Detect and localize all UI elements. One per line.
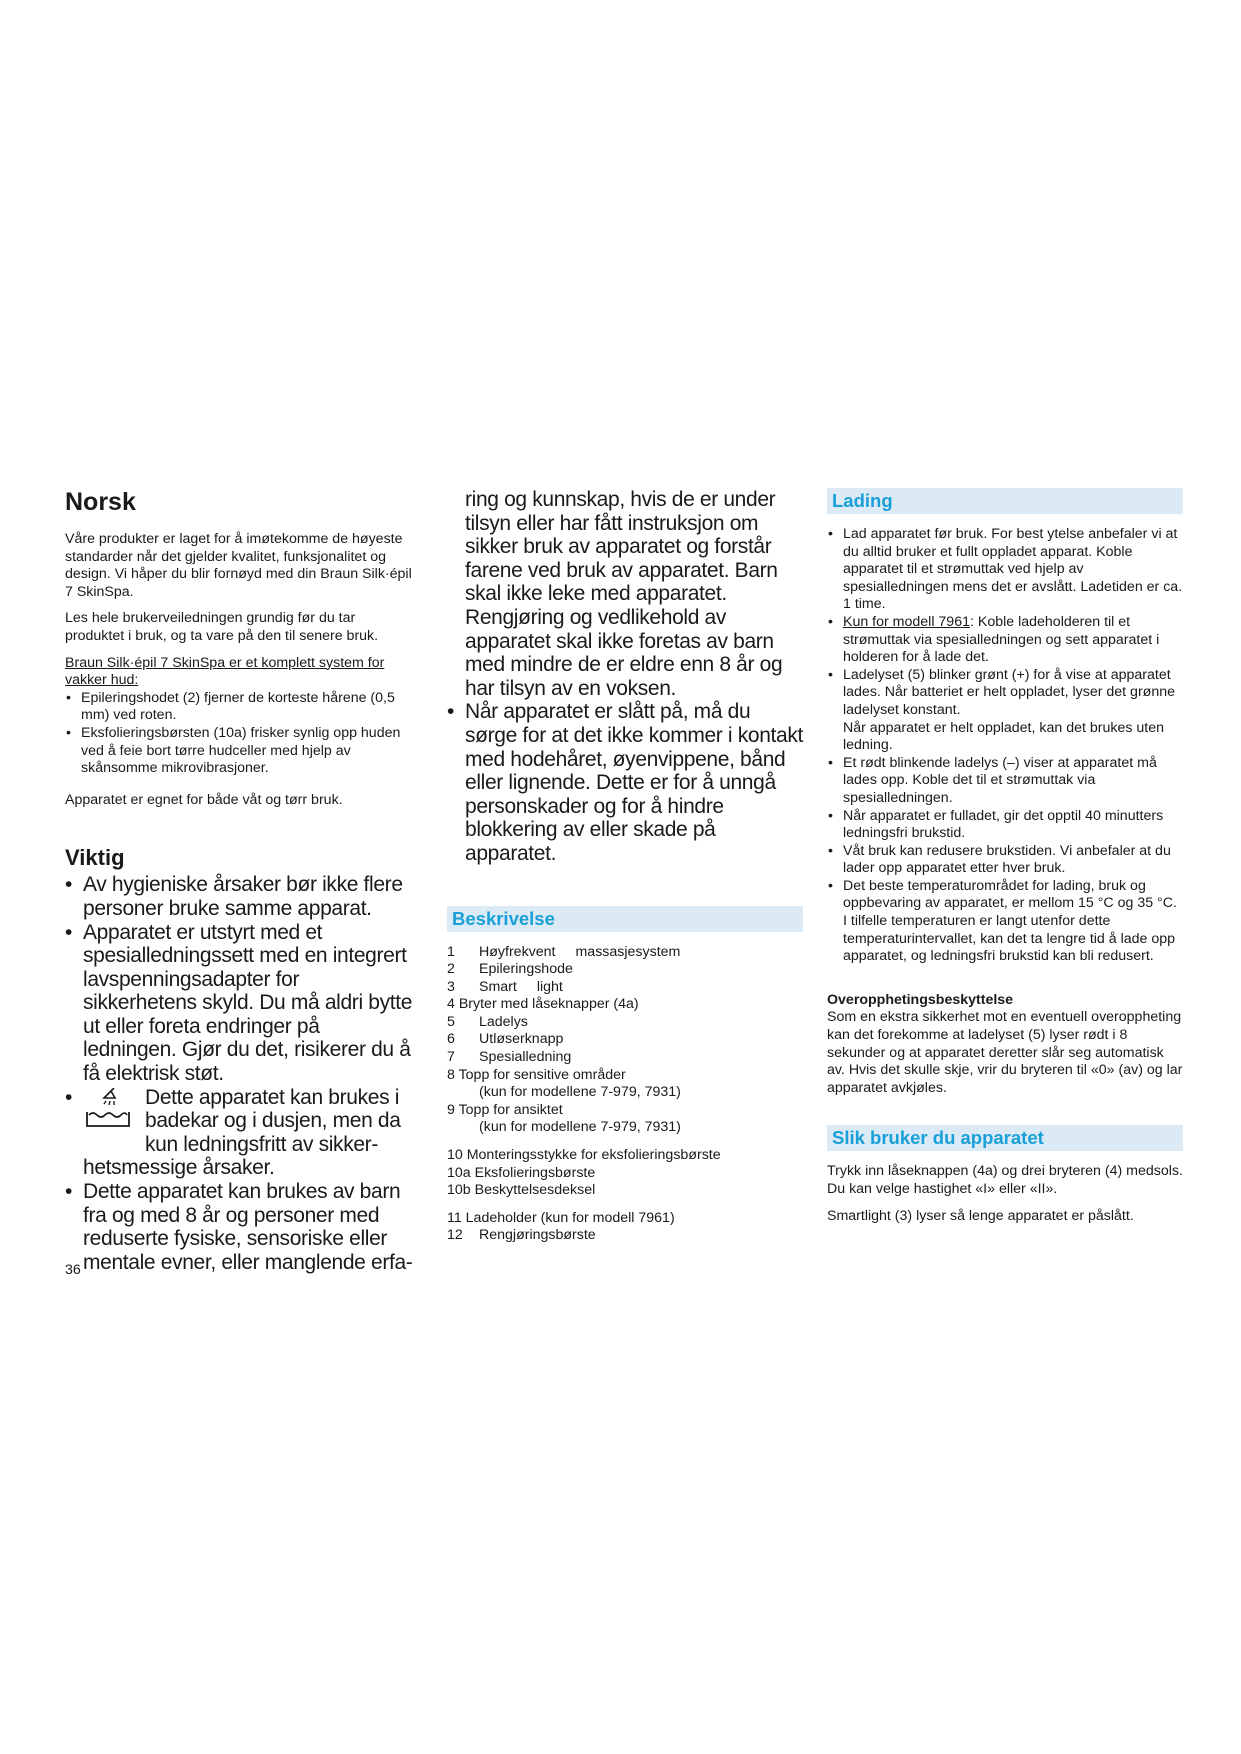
switched-on-list — [447, 700, 803, 865]
system-list — [65, 690, 417, 778]
part-label: Ladelys — [479, 1013, 528, 1030]
bath-text: • Dette apparatet kan brukes i badekar og i dusjen, men da kun ledningsfritt av sikker- — [145, 1085, 401, 1156]
part-row: 4 Bryter med låseknapper (4a) — [447, 996, 639, 1013]
part-row: 9 Topp for ansiktet — [447, 1101, 563, 1118]
part-label: Smart light — [479, 978, 563, 995]
parts-list-brush — [447, 1147, 803, 1200]
column-right — [827, 488, 1183, 1234]
part-label: Epileringshode — [479, 961, 573, 978]
part-label: Utløserknapp — [479, 1031, 564, 1048]
children-continued-text: ring og kunnskap, hvis de er under tilsyn eller har fått instruksjon om sikker bruk av apparatet og forstår farene ved bruk av apparatet. Barn skal ikke leke med apparatet. Rengjøring og vedlikehold av apparatet skal ikke foretas av barn med mindre de er eldre enn 8 år og har tilsyn av en voksen. — [465, 488, 783, 700]
viktig-item-children: • Dette apparatet kan brukes av barn fra og med 8 år og personer med reduserte fysiske, sensoriske eller mentale evner, eller manglende erfa- — [65, 1180, 417, 1274]
language-title: Norsk — [65, 488, 136, 516]
part-row — [447, 1031, 803, 1049]
intro-paragraph: Våre produkter er laget for å imøtekomme de høyeste standarder når det gjelder kvalitet, funksjonalitet og design. Vi håper du blir fornøyd med din Braun Silk·épil 7 SkinSpa. — [65, 531, 412, 600]
part-row: 8 Topp for sensitive områder — [447, 1066, 626, 1083]
switched-on-item: • Når apparatet er slått på, må du sørge for at det ikke kommer i kontakt med hodehåret, øyenvippene, bånd eller lignende. Dette er for å unngå personskader og for å hindre blokkering av eller skade på apparatet. — [447, 700, 803, 865]
viktig-item-cord: • Apparatet er utstyrt med et spesialledningssett med en integrert lavspenningsadapter for sikkerhetens skyld. Du må aldri bytte ut eller foreta endringer på ledningen. Gjør du det, risikerer du å få elektrisk støt. — [65, 921, 417, 1086]
part-row: 10b Beskyttelsesdeksel — [447, 1182, 596, 1199]
part-number: 12 — [447, 1227, 463, 1244]
read-manual-paragraph: Les hele brukerveiledningen grundig før du tar produktet i bruk, og ta vare på den til senere bruk. — [65, 610, 379, 644]
part-row — [447, 1014, 803, 1032]
lading-item-model — [827, 614, 1183, 667]
parts-list-holder — [447, 1210, 803, 1245]
model-note-text: : Koble ladeholderen til et strømuttak via spesialledningen og sett apparatet i holderen for å lade det. — [843, 613, 1160, 666]
viktig-item-hygiene: • Av hygieniske årsaker bør ikke flere personer bruke samme apparat. — [65, 873, 417, 920]
wet-dry-paragraph: Apparatet er egnet for både våt og tørr bruk. — [65, 791, 343, 808]
lading-item: • Ladelyset (5) blinker grønt (+) for å vise at apparatet lades. Når batteriet er helt oppladet, lyser det grønne ladelyset konstant. Når apparatet er helt oppladet, kan det brukes uten ledning. — [827, 667, 1183, 755]
part-number: 1 — [447, 943, 455, 960]
part-row-sub: (kun for modellene 7-979, 7931) — [479, 1119, 681, 1136]
part-number: 5 — [447, 1013, 455, 1030]
usage-paragraph: Trykk inn låseknappen (4a) og drei bryteren (4) medsols. Du kan velge hastighet «I» eller «II». — [827, 1163, 1183, 1197]
part-number: 2 — [447, 961, 455, 978]
lading-item: • Et rødt blinkende ladelys (–) viser at apparatet må lades opp. Koble det til et strømuttak via spesialledningen. — [827, 755, 1183, 808]
part-row — [447, 944, 803, 962]
part-row-sub: (kun for modellene 7-979, 7931) — [479, 1084, 681, 1101]
part-label: Høyfrekvent massasjesystem — [479, 943, 681, 960]
usage-title: Slik bruker du apparatet — [827, 1125, 1183, 1151]
overheat-title: Overopphetingsbeskyttelse — [827, 991, 1014, 1008]
viktig-title: Viktig — [65, 845, 125, 871]
page-number: 36 — [65, 1262, 81, 1278]
viktig-item-bath — [65, 1086, 417, 1180]
column-left — [65, 488, 417, 1274]
part-number: 3 — [447, 978, 455, 995]
part-row — [447, 961, 803, 979]
bath-shower-icon — [83, 1088, 133, 1128]
bath-text-end: hetsmessige årsaker. — [83, 1156, 275, 1180]
bath-row — [83, 1086, 417, 1157]
lading-item: • Lad apparatet før bruk. For best ytelse anbefaler vi at du alltid bruker et fullt oppladet apparat. Koble apparatet til et strømuttak ved hjelp av spesialledningen mens det er avslått. Ladetiden er ca. 1 time. — [827, 526, 1183, 614]
beskrivelse-title: Beskrivelse — [447, 906, 803, 932]
overheat-text: Som en ekstra sikkerhet mot en eventuell overoppheting kan det forekomme at ladelyset (5) lyser rødt i 8 sekunder og at apparatet deretter slår seg automatisk av. Hvis det skulle skje, vrir du bryteren til «0» (av) og lar apparatet avkjøles. — [827, 1009, 1183, 1096]
parts-list — [447, 944, 803, 1138]
lading-item: • Når apparatet er fulladet, gir det opptil 40 minutters ledningsfri brukstid. — [827, 808, 1183, 843]
part-row — [447, 979, 803, 997]
lading-item: • Det beste temperaturområdet for lading, bruk og oppbevaring av apparatet, er mellom 15 °C og 35 °C. I tilfelle temperaturen er langt utenfor dette temperaturintervallet, kan det ta lengre tid å lade opp apparatet, og ledningsfri brukstid kan bli redusert. — [827, 878, 1183, 966]
part-number: 7 — [447, 1049, 455, 1066]
part-number: 6 — [447, 1031, 455, 1048]
system-item-epilation-head: • Epileringshodet (2) fjerner de korteste hårene (0,5 mm) ved roten. — [65, 690, 417, 725]
part-row: 10a Eksfolieringsbørste — [447, 1164, 596, 1181]
lading-list — [827, 526, 1183, 966]
smartlight-paragraph: Smartlight (3) lyser så lenge apparatet er påslått. — [827, 1207, 1134, 1224]
model-note: Kun for modell 7961 — [843, 613, 970, 630]
part-row — [447, 1227, 803, 1245]
part-label: Rengjøringsbørste — [479, 1227, 596, 1244]
viktig-list — [65, 873, 417, 1274]
system-item-exfoliation-brush: • Eksfolieringsbørsten (10a) frisker synlig opp huden ved å feie bort tørre hudceller med hjelp av skånsomme mikrovibrasjoner. — [65, 725, 417, 778]
lading-title: Lading — [827, 488, 1183, 514]
part-row — [447, 1049, 803, 1067]
lading-item: • Våt bruk kan redusere brukstiden. Vi anbefaler at du lader opp apparatet etter hver bruk. — [827, 843, 1183, 878]
part-row: 10 Monteringsstykke for eksfolieringsbørste — [447, 1147, 721, 1164]
part-row: 11 Ladeholder (kun for modell 7961) — [447, 1209, 675, 1226]
system-heading: Braun Silk·épil 7 SkinSpa er et komplett system for vakker hud: — [65, 654, 385, 689]
column-middle — [447, 488, 803, 1251]
part-label: Spesialledning — [479, 1049, 572, 1066]
